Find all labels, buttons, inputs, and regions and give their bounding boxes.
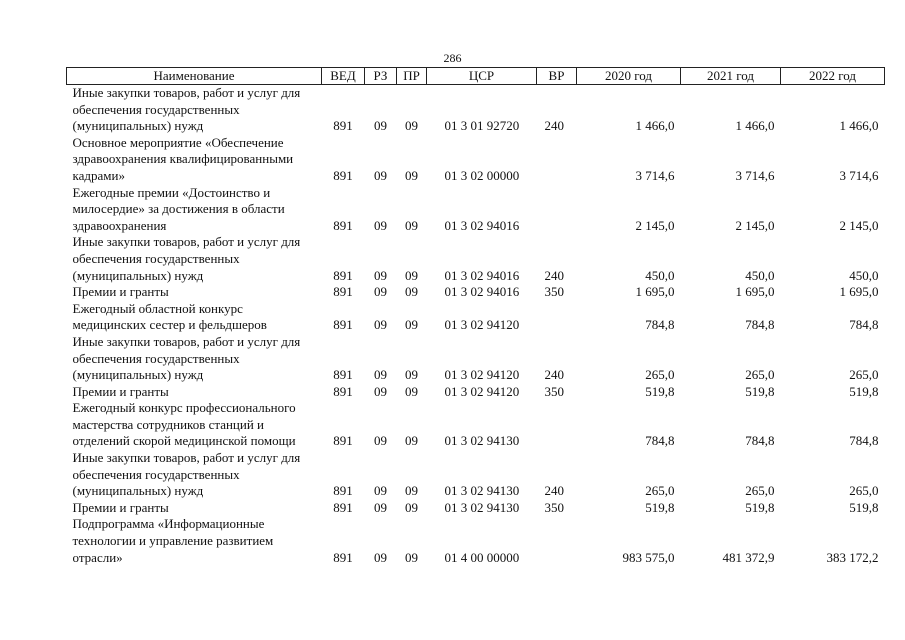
table-row [67,85,885,135]
cell-rz: 09 [374,499,387,515]
cell-pr: 09 [405,267,418,283]
cell-2020: 265,0 [645,367,675,383]
table-row [67,516,885,566]
cell-2020: 519,8 [645,383,675,399]
cell-2020: 1 695,0 [635,284,675,300]
table-row [67,450,885,500]
budget-table [66,67,885,566]
header-2020: 2020 год [577,68,681,85]
cell-2021: 2 145,0 [735,217,775,233]
cell-csr: 01 3 02 94016 [444,284,520,300]
cell-vr: 350 [544,383,564,399]
cell-2021: 784,8 [745,433,775,449]
cell-vr [537,135,577,185]
table-row [67,234,885,284]
cell-2021: 1 695,0 [735,284,775,300]
table-row [67,301,885,334]
table-row [67,135,885,185]
cell-name: Основное мероприятие «Обеспечение здравоохранения квалифицированными кадрами» [72,134,294,183]
cell-ved: 891 [333,317,353,333]
cell-pr: 09 [405,383,418,399]
cell-2022: 519,8 [849,499,879,515]
cell-2022: 3 714,6 [839,167,879,183]
cell-vr [537,516,577,566]
cell-csr: 01 3 02 94130 [444,499,520,515]
cell-pr: 09 [405,367,418,383]
cell-2020: 784,8 [645,433,675,449]
header-rz: РЗ [365,68,397,85]
cell-rz: 09 [374,267,387,283]
cell-name: Ежегодный конкурс профессионального мастерства сотрудников станций и отделений скорой медицинской помощи [72,400,296,449]
cell-vr [537,185,577,235]
cell-vr: 240 [544,367,564,383]
header-2022: 2022 год [781,68,885,85]
cell-rz: 09 [374,284,387,300]
cell-2020: 265,0 [645,483,675,499]
table-row [67,384,885,401]
cell-pr: 09 [405,549,418,565]
cell-ved: 891 [333,167,353,183]
cell-vr: 240 [544,118,564,134]
cell-vr: 350 [544,499,564,515]
cell-2022: 265,0 [849,483,879,499]
cell-pr: 09 [405,284,418,300]
cell-rz: 09 [374,367,387,383]
cell-csr: 01 3 02 94120 [444,317,520,333]
cell-rz: 09 [374,317,387,333]
cell-csr: 01 3 02 94120 [444,367,520,383]
cell-2022: 383 172,2 [826,549,879,565]
cell-2020: 784,8 [645,317,675,333]
cell-2022: 784,8 [849,433,879,449]
cell-csr: 01 3 02 00000 [444,167,520,183]
cell-ved: 891 [333,383,353,399]
cell-pr: 09 [405,499,418,515]
cell-name: Иные закупки товаров, работ и услуг для обеспечения государственных (муниципальных) нужд [72,450,301,499]
cell-ved: 891 [333,284,353,300]
cell-name: Ежегодный областной конкурс медицинских сестер и фельдшеров [72,300,267,333]
cell-ved: 891 [333,217,353,233]
cell-pr: 09 [405,433,418,449]
cell-name: Премии и гранты [72,284,169,300]
cell-2020: 519,8 [645,499,675,515]
cell-2022: 1 695,0 [839,284,879,300]
cell-2020: 3 714,6 [635,167,675,183]
cell-ved: 891 [333,483,353,499]
cell-name: Иные закупки товаров, работ и услуг для обеспечения государственных (муниципальных) нужд [72,234,301,283]
cell-ved: 891 [333,267,353,283]
cell-pr: 09 [405,118,418,134]
cell-2021: 1 466,0 [735,118,775,134]
table-body [67,85,885,567]
cell-ved: 891 [333,549,353,565]
cell-ved: 891 [333,499,353,515]
cell-2022: 265,0 [849,367,879,383]
table-row [67,334,885,384]
cell-2022: 784,8 [849,317,879,333]
cell-csr: 01 3 02 94016 [444,217,520,233]
cell-ved: 891 [333,367,353,383]
cell-vr: 350 [544,284,564,300]
cell-rz: 09 [374,167,387,183]
cell-vr [537,301,577,334]
cell-name: Иные закупки товаров, работ и услуг для обеспечения государственных (муниципальных) нужд [72,333,301,383]
cell-vr: 240 [544,483,564,499]
cell-pr: 09 [405,317,418,333]
header-pr: ПР [397,68,427,85]
cell-rz: 09 [374,549,387,565]
cell-2020: 450,0 [645,267,675,283]
cell-2022: 2 145,0 [839,217,879,233]
cell-name: Премии и гранты [72,383,169,399]
cell-csr: 01 3 02 94130 [444,433,520,449]
cell-name: Иные закупки товаров, работ и услуг для обеспечения государственных (муниципальных) нужд [72,85,301,134]
cell-2021: 265,0 [745,367,775,383]
table-row [67,185,885,235]
cell-csr: 01 3 02 94120 [444,383,520,399]
cell-name: Ежегодные премии «Достоинство и милосердие» за достижения в области здравоохранения [72,184,285,233]
cell-2020: 2 145,0 [635,217,675,233]
header-vr: ВР [537,68,577,85]
cell-2022: 519,8 [849,383,879,399]
cell-rz: 09 [374,217,387,233]
table-row [67,500,885,517]
cell-ved: 891 [333,118,353,134]
table-row [67,284,885,301]
cell-rz: 09 [374,383,387,399]
cell-name: Премии и гранты [72,499,169,515]
cell-pr: 09 [405,483,418,499]
cell-2021: 450,0 [745,267,775,283]
cell-2022: 450,0 [849,267,879,283]
cell-2021: 481 372,9 [722,549,775,565]
cell-name: Подпрограмма «Информационные технологии и управление развитием отрасли» [72,516,274,565]
cell-2021: 3 714,6 [735,167,775,183]
cell-csr: 01 3 01 92720 [444,118,520,134]
cell-rz: 09 [374,118,387,134]
cell-vr: 240 [544,267,564,283]
cell-2021: 519,8 [745,499,775,515]
cell-pr: 09 [405,167,418,183]
cell-rz: 09 [374,483,387,499]
table-header-row [67,68,885,85]
cell-ved: 891 [333,433,353,449]
cell-2021: 265,0 [745,483,775,499]
cell-2022: 1 466,0 [839,118,879,134]
cell-csr: 01 3 02 94016 [444,267,520,283]
header-2021: 2021 год [681,68,781,85]
cell-vr [537,400,577,450]
cell-2020: 983 575,0 [622,549,675,565]
cell-2020: 1 466,0 [635,118,675,134]
cell-csr: 01 3 02 94130 [444,483,520,499]
cell-csr: 01 4 00 00000 [444,549,520,565]
header-csr: ЦСР [427,68,537,85]
header-name: Наименование [67,68,322,85]
table-row [67,400,885,450]
page-number: 286 [443,51,462,65]
cell-pr: 09 [405,217,418,233]
header-ved: ВЕД [322,68,365,85]
cell-2021: 784,8 [745,317,775,333]
cell-rz: 09 [374,433,387,449]
cell-2021: 519,8 [745,383,775,399]
